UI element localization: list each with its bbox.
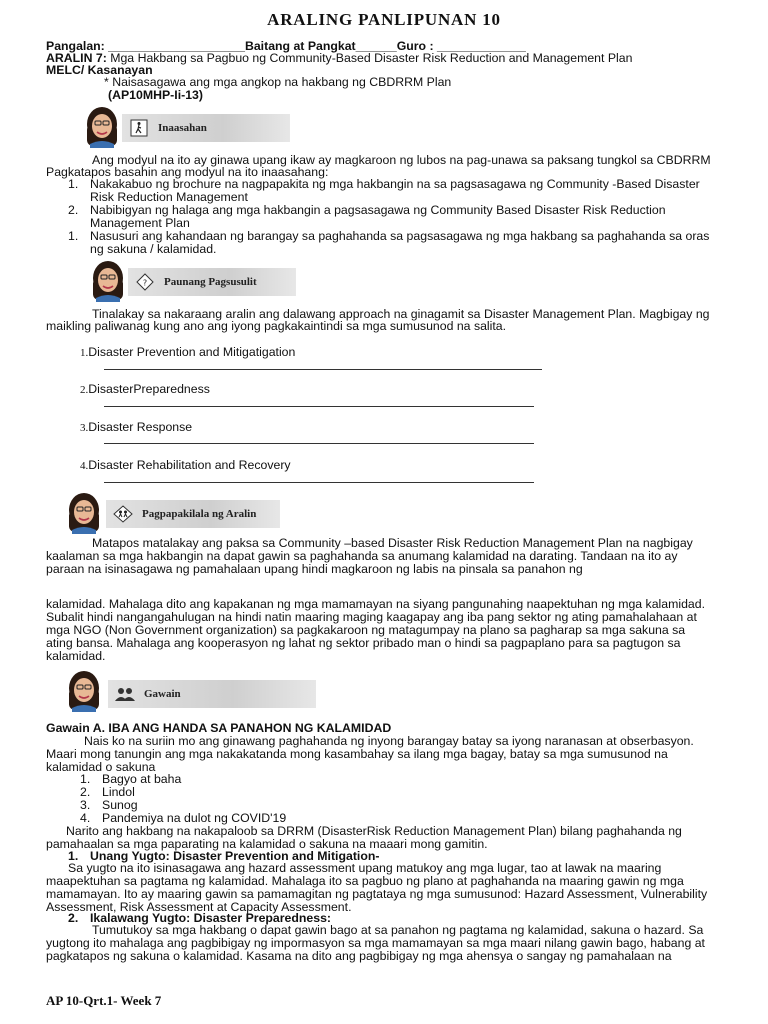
- objectives-list: [68, 178, 722, 256]
- svg-text:?: ?: [142, 278, 148, 288]
- step1-paragraph: Sa yugto na ito isinasagawa ang hazard assessment upang matukoy ang mga lugar, tao at lawak na maaring maapektuhan sa pagtama ng kalamidad. Mahalaga ito sa pagbuo ng plano at paghahanda na maaring gawin ng mga mamamayan. Ito ay maaring gawin sa pamamagitan ng pagtataya ng mga sumusunod: Hazard Assessment, Vulnerability Assessment, Risk Assessment at Capacity Assessment.: [46, 861, 708, 914]
- people-icon: [112, 503, 134, 525]
- list-item: 4. Pandemiya na dulot ng COVID'19: [80, 811, 287, 825]
- paunang-label: Paunang Pagsusulit: [164, 275, 257, 288]
- aralin-text: Mga Hakbang sa Pagbuo ng Community-Based Disaster Risk Reduction and Management Plan: [106, 51, 633, 65]
- objective-item: 2. Nabibigyan ng halaga ang mga hakbangin a pagsasagawa ng Community Based Disaster Risk Reduction Management Plan: [68, 203, 666, 230]
- step2-paragraph: Tumutukoy sa mga hakbang o dapat gawin bago at sa panahon ng pagtama ng kalamidad, sakuna o hazard. Sa yugtong ito mahalaga ang pagbibigay ng impormasyon sa mga mamamayan sa mga maari nilang gawin bago, habang at pagkatapos ng sakuna o kalamidad. Kasama na dito ang pagbibigay ng mga ahensya o sangay ng pamahalaan na: [46, 923, 705, 963]
- question-item: 1.Disaster Prevention and Mitigatigation: [80, 345, 296, 359]
- objective-item: 1. Nasusuri ang kahandaan ng barangay sa paghahanda sa pagsasagawa ng mga hakbang sa paghahanda sa oras ng sakuna / kalamidad.: [68, 229, 710, 256]
- walking-person-icon: [128, 117, 150, 139]
- question-item: 3.Disaster Response: [80, 420, 193, 434]
- list-item: 2. Lindol: [80, 785, 135, 799]
- calamity-list: [80, 773, 286, 825]
- pagpapakilala-banner: [106, 500, 280, 528]
- gawain-intro: Nais ko na suriin mo ang ginawang paghahanda ng inyong barangay batay sa iyong naranasan at obserbasyon. Maari mong tanungin ang mga nakakatanda mong kasambahay sa ilang mga bagay, batay sa mga sumusunod na kalamidad o sakuna: [46, 734, 694, 774]
- inaasahan-intro-2: Pagkatapos basahin ang modyul na ito inaasahang:: [46, 165, 329, 179]
- pagpapakilala-label: Pagpapakilala ng Aralin: [142, 507, 257, 520]
- answer-line[interactable]: [104, 369, 542, 370]
- list-item: 1. Bagyo at baha: [80, 772, 182, 786]
- group-activity-icon: [114, 683, 136, 705]
- inaasahan-banner: [122, 114, 290, 142]
- step1-heading: 1. Unang Yugto: Disaster Prevention and Mitigation-: [68, 849, 380, 863]
- answer-line[interactable]: [104, 482, 534, 483]
- pagpapakilala-paragraph: Matapos matalakay ang paksa sa Community –based Disaster Risk Reduction Management Plan na nagbigay kaalaman sa mga hakbangin na dapat gawin sa paghahanda sa anumang kalamidad na darating. Tandaan na ito ay paraan na isinasagawa ng pamahalaan upang hindi magkaroon ng labis na pinsala sa panahon ng: [46, 536, 693, 576]
- melc-text: * Naisasagawa ang mga angkop na hakbang ng CBDRRM Plan: [104, 75, 452, 89]
- answer-line[interactable]: [104, 443, 534, 444]
- page-footer: AP 10-Qrt.1- Week 7: [46, 993, 162, 1008]
- paunang-banner: [128, 268, 296, 296]
- page-title: ARALING PANLIPUNAN 10: [267, 10, 501, 29]
- avatar-icon: [88, 258, 128, 302]
- objective-item: 1. Nakakabuo ng brochure na nagpapakita ng mga hakbangin na sa pagsasagawa ng Community -Based Disaster Risk Reduction Management: [68, 177, 700, 204]
- question-item: 4.Disaster Rehabilitation and Recovery: [80, 458, 291, 472]
- answer-line[interactable]: [104, 406, 534, 407]
- melc-label: MELC/ Kasanayan: [46, 63, 153, 77]
- paunang-intro-2: maikling paliwanag kung ano ang iyong pagkakaintindi sa mga sumusunod na salita.: [46, 319, 507, 333]
- melc-code: (AP10MHP-Ii-13): [108, 88, 203, 102]
- drrm-intro: Narito ang hakbang na nakapaloob sa DRRM (DisasterRisk Reduction Management Plan) bilang paghahanda ng pamahaalan sa mga paparating na kalamidad o sakuna na maaari mong gamitin.: [46, 824, 682, 851]
- quiz-icon: [134, 271, 156, 293]
- avatar-icon: [64, 490, 104, 534]
- aralin-label: ARALIN 7:: [46, 51, 107, 65]
- gawain-label: Gawain: [144, 687, 181, 700]
- pagpapakilala-continued: kalamidad. Mahalaga dito ang kapakanan ng mga mamamayan na siyang pangunahing naapektuhan ng mga kalamidad. Subalit hindi nangangahulugan na hindi natin maaring maging kaagapay ang iba pang sektor ng ating pamahalahaan at mga NGO (Non Government organization) sa pagkakaroon ng matagumpay na plano sa pagharap sa mga sakuna sa ating bansa. Mahalaga ang kooperasyon ng lahat ng sektor pribado man o hindi sa pagpaplano para sa pagtugon sa kalamidad.: [46, 597, 706, 663]
- avatar-icon: [64, 668, 104, 712]
- avatar-icon: [82, 104, 122, 148]
- paunang-intro: Tinalakay sa nakaraang aralin ang dalawang approach na ginagamit sa Disaster Management Plan. Magbigay ng: [92, 307, 710, 321]
- gawain-heading: Gawain A. IBA ANG HANDA SA PANAHON NG KALAMIDAD: [46, 721, 392, 735]
- inaasahan-label: Inaasahan: [158, 121, 207, 134]
- inaasahan-intro: Ang modyul na ito ay ginawa upang ikaw ay magkaroon ng lubos na pag-unawa sa paksang tungkol sa CBDRRM: [92, 153, 711, 167]
- gawain-banner: [108, 680, 316, 708]
- list-item: 3. Sunog: [80, 798, 138, 812]
- step2-heading: 2. Ikalawang Yugto: Disaster Preparedness:: [68, 911, 332, 925]
- pangalan-line: Pangalan: ____________________Baitang at Pangkat______Guro : _____________: [46, 39, 526, 53]
- question-item: 2.DisasterPreparedness: [80, 382, 210, 396]
